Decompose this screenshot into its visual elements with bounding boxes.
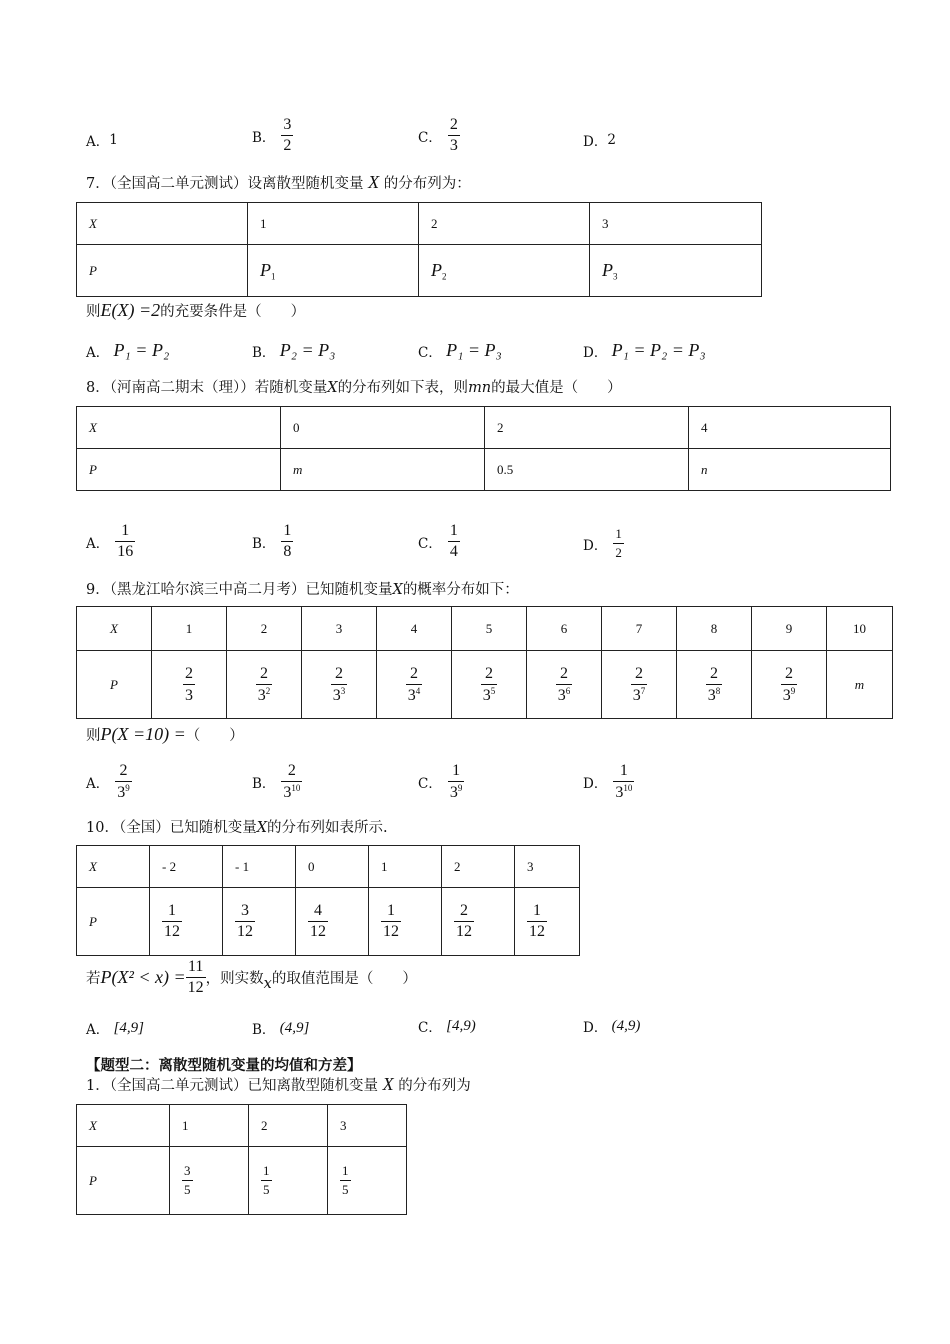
table-cell: 3 [515, 846, 580, 888]
q9-condition: 则P(X =10) =（ ） [86, 724, 244, 744]
table-cell: $\frac{3}{5}$ [170, 1147, 249, 1215]
q8-option-c: C． $\frac{1}{4}$ [418, 522, 458, 560]
table-cell: m [281, 449, 485, 491]
table-cell: 2 [227, 607, 302, 651]
s2-q1-table [76, 1104, 407, 1215]
q9-table [76, 606, 893, 719]
table-cell: - 1 [223, 846, 296, 888]
table-cell: X [77, 607, 152, 651]
table-cell: 3 [590, 203, 762, 245]
table-cell: 1 [369, 846, 442, 888]
q6-option-b: B． $\frac{3}{2}$ [252, 116, 292, 154]
q10-option-a: A． [4,9] [86, 1019, 144, 1038]
table-cell: 0 [296, 846, 369, 888]
q8-table [76, 406, 891, 491]
table-cell: $\frac{2}{3^8}$ [677, 651, 752, 719]
table-cell: 3 [302, 607, 377, 651]
s2-q1-stem: 1．（全国高二单元测试）已知离散型随机变量 X 的分布列为 [86, 1074, 471, 1094]
table-cell: $\frac{1}{12}$ [369, 888, 442, 956]
q7-stem: 7．（全国高二单元测试）设离散型随机变量 X 的分布列为： [86, 172, 471, 192]
q10-table [76, 845, 580, 956]
table-cell: $\frac{1}{12}$ [150, 888, 223, 956]
table-cell: X [77, 1105, 170, 1147]
table-cell: 5 [452, 607, 527, 651]
q7-condition: 则E(X) =2的充要条件是（ ） [86, 300, 306, 320]
table-cell: $\frac{2}{3^6}$ [527, 651, 602, 719]
table-cell: 3 [328, 1105, 407, 1147]
q8-option-a: A． $\frac{1}{16}$ [86, 522, 134, 560]
table-cell: 0.5 [485, 449, 689, 491]
table-cell: $\frac{2}{3^2}$ [227, 651, 302, 719]
table-cell: 9 [752, 607, 827, 651]
table-cell: $\frac{2}{3^7}$ [602, 651, 677, 719]
table-cell: X [77, 203, 248, 245]
table-cell: 4 [377, 607, 452, 651]
table-cell: - 2 [150, 846, 223, 888]
q6-option-c: C． $\frac{2}{3}$ [418, 116, 458, 154]
table-cell: $\frac{2}{3^9}$ [752, 651, 827, 719]
q9-option-a: A． $\frac{2}{3^9}$ [86, 762, 130, 801]
q6-option-a: A． 1 [86, 132, 118, 150]
q9-option-b: B． $\frac{2}{3^{10}}$ [252, 762, 301, 801]
q10-option-d: D． (4,9) [583, 1017, 641, 1036]
table-cell: $\frac{2}{3^5}$ [452, 651, 527, 719]
table-cell: 8 [677, 607, 752, 651]
q8-stem: 8．（河南高二期末（理））若随机变量X的分布列如下表，则mn的最大值是（ ） [86, 380, 622, 396]
q10-option-b: B． (4,9] [252, 1019, 310, 1038]
q10-stem: 10．（全国）已知随机变量X的分布列如表所示. [86, 820, 388, 836]
table-cell: m [827, 651, 893, 719]
table-cell: 2 [485, 407, 689, 449]
table-cell: 4 [689, 407, 891, 449]
table-cell: $\frac{2}{3^4}$ [377, 651, 452, 719]
table-cell: 7 [602, 607, 677, 651]
q7-table [76, 202, 762, 297]
q6-option-d: D． 2 [583, 132, 616, 150]
table-cell: 2 [419, 203, 590, 245]
table-cell: X [77, 407, 281, 449]
table-cell: P [77, 888, 150, 956]
table-cell: $\frac{1}{5}$ [328, 1147, 407, 1215]
q10-condition: 若 P(X² < x) = $\frac{11}{12}$ ，则实数 x 的取值范围是（ ） [86, 958, 417, 996]
q9-option-c: C． $\frac{1}{3^9}$ [418, 762, 463, 801]
table-cell: $\frac{3}{12}$ [223, 888, 296, 956]
table-cell: $\frac{2}{12}$ [442, 888, 515, 956]
table-cell: P [77, 651, 152, 719]
table-cell: $\frac{1}{12}$ [515, 888, 580, 956]
table-cell: 10 [827, 607, 893, 651]
table-cell: 2 [442, 846, 515, 888]
fraction: $\frac{3}{2}$ [283, 116, 292, 154]
table-cell: P [77, 1147, 170, 1215]
table-cell: 6 [527, 607, 602, 651]
table-cell: P [77, 449, 281, 491]
table-cell: $\frac{1}{5}$ [249, 1147, 328, 1215]
table-cell: $P_3$ [590, 245, 762, 297]
q8-option-d: D． $\frac{1}{2}$ [583, 526, 622, 560]
table-cell: 2 [249, 1105, 328, 1147]
table-cell: 1 [152, 607, 227, 651]
q8-option-b: B． $\frac{1}{8}$ [252, 522, 292, 560]
table-cell: X [77, 846, 150, 888]
table-cell: $\frac{2}{3}$ [152, 651, 227, 719]
fraction: $\frac{2}{3}$ [449, 116, 458, 154]
table-cell: $P_2$ [419, 245, 590, 297]
table-cell: $\frac{4}{12}$ [296, 888, 369, 956]
table-cell: 1 [248, 203, 419, 245]
table-cell: 1 [170, 1105, 249, 1147]
table-cell: n [689, 449, 891, 491]
q7-option-a: A． P₁ = P₂ [86, 340, 170, 361]
q7-option-c: C． P₁ = P₃ [418, 340, 502, 361]
q7-option-d: D． P₁ = P₂ = P₃ [583, 340, 706, 361]
section-heading: 【题型二：离散型随机变量的均值和方差】 [86, 1057, 362, 1074]
table-cell: P [77, 245, 248, 297]
table-cell: $P_1$ [248, 245, 419, 297]
table-cell: 0 [281, 407, 485, 449]
table-cell: $\frac{2}{3^3}$ [302, 651, 377, 719]
q9-option-d: D． $\frac{1}{3^{10}}$ [583, 762, 633, 801]
q7-option-b: B． P₂ = P₃ [252, 340, 336, 361]
q10-option-c: C． [4,9) [418, 1017, 476, 1036]
q9-stem: 9．（黑龙江哈尔滨三中高二月考）已知随机变量X的概率分布如下： [86, 582, 519, 598]
